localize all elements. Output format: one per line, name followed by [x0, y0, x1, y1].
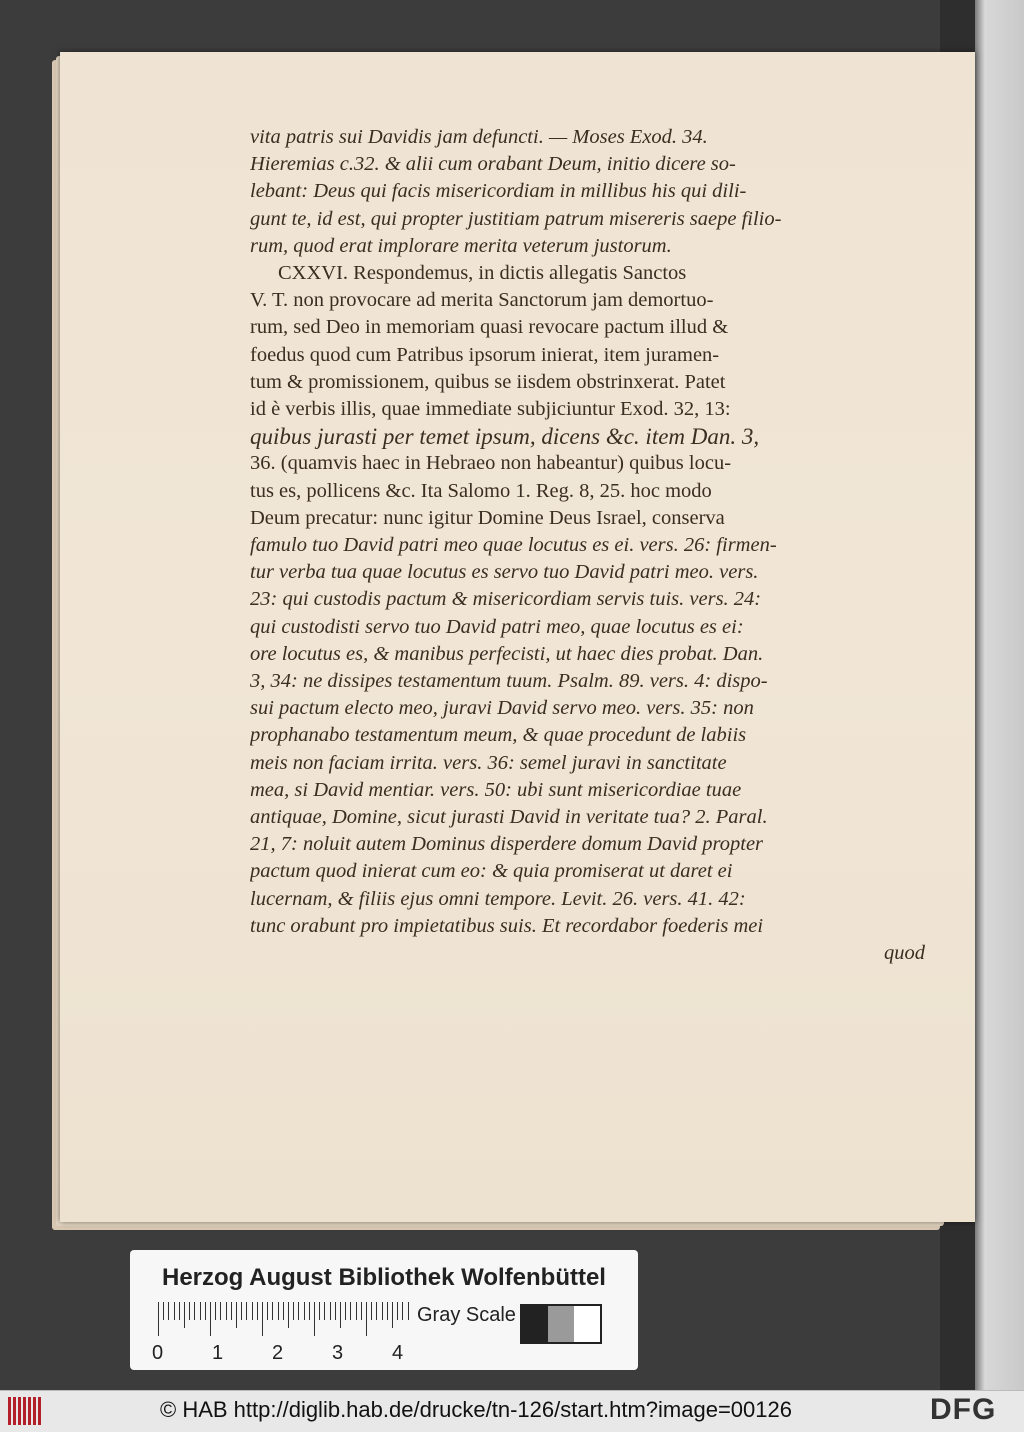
gray-scale-label: Gray Scale — [417, 1304, 516, 1326]
ruler-tick — [262, 1302, 263, 1336]
ruler-number: 3 — [332, 1342, 344, 1364]
ruler-tick — [376, 1302, 377, 1320]
ruler-numbers — [150, 1342, 450, 1366]
ruler-tick — [408, 1302, 409, 1320]
ruler-tick — [335, 1302, 336, 1320]
catchword: quod — [884, 942, 925, 965]
text-line: lebant: Deus qui facis misericordiam in millibus his qui dili- — [250, 180, 747, 203]
ruler-tick — [252, 1302, 253, 1320]
book-page — [60, 52, 975, 1222]
text-line: V. T. non provocare ad merita Sanctorum jam demortuo- — [250, 289, 714, 312]
gray-scale-patch — [548, 1306, 574, 1342]
text-line: famulo tuo David patri meo quae locutus es ei. vers. 26: firmen- — [250, 534, 777, 557]
library-title: Herzog August Bibliothek Wolfenbüttel — [162, 1264, 606, 1291]
ruler-tick — [267, 1302, 268, 1320]
ruler-tick — [220, 1302, 221, 1320]
ruler-number: 2 — [272, 1342, 284, 1364]
dfg-logo: DFG — [930, 1393, 997, 1426]
footer-bar — [0, 1390, 1024, 1432]
ruler-number: 1 — [212, 1342, 224, 1364]
text-line: Hieremias c.32. & alii cum orabant Deum, initio dicere so- — [250, 153, 736, 176]
ruler-tick — [366, 1302, 367, 1336]
ruler-number: 4 — [392, 1342, 404, 1364]
hab-logo-icon — [8, 1397, 48, 1425]
ruler-tick — [158, 1302, 159, 1336]
text-line: vita patris sui Davidis jam defuncti. — Moses Exod. 34. — [250, 126, 708, 148]
ruler-tick — [371, 1302, 372, 1320]
gray-scale-patch — [574, 1306, 600, 1342]
text-line: 23: qui custodis pactum & misericordiam servis tuis. vers. 24: — [250, 588, 762, 611]
text-line: Deum precatur: nunc igitur Domine Deus Israel, conserva — [250, 506, 725, 529]
text-line: rum, sed Deo in memoriam quasi revocare pactum illud & — [250, 316, 729, 339]
ruler-tick — [278, 1302, 279, 1320]
text-line: tus es, pollicens &c. Ita Salomo 1. Reg. 8, 25. hoc modo — [250, 479, 712, 502]
ruler-tick — [330, 1302, 331, 1320]
ruler-tick — [163, 1302, 164, 1320]
text-line: quibus jurasti per temet ipsum, dicens &c. item Dan. 3, — [250, 424, 760, 450]
text-line: ore locutus es, & manibus perfecisti, ut haec dies probat. Dan. — [250, 642, 764, 665]
ruler-tick — [314, 1302, 315, 1336]
text-line: 3, 34: ne dissipes testamentum tuum. Psalm. 89. vers. 4: dispo- — [250, 670, 768, 693]
ruler-tick — [361, 1302, 362, 1320]
text-line: pactum quod inierat cum eo: & quia promiserat ut daret ei — [250, 860, 733, 883]
text-line: antiquae, Domine, sicut jurasti David in veritate tua? 2. Paral. — [250, 806, 768, 829]
text-line: mea, si David mentiar. vers. 50: ubi sunt misericordiae tuae — [250, 778, 742, 801]
adjacent-page-edge — [975, 0, 1024, 1390]
ruler-tick — [272, 1302, 273, 1320]
ruler-tick — [324, 1302, 325, 1320]
gray-scale-swatch — [520, 1304, 602, 1344]
page-text — [250, 124, 925, 967]
footer-url-text: © HAB http://diglib.hab.de/drucke/tn-126/start.htm?image=00126 — [160, 1397, 792, 1422]
ruler-tick — [402, 1302, 403, 1320]
ruler-tick — [356, 1302, 357, 1320]
ruler-tick — [387, 1302, 388, 1320]
ruler-tick — [319, 1302, 320, 1320]
ruler-tick — [345, 1302, 346, 1320]
ruler-tick — [168, 1302, 169, 1320]
ruler-tick — [215, 1302, 216, 1320]
text-line: foedus quod cum Patribus ipsorum inierat, item juramen- — [250, 343, 720, 366]
ruler-tick — [174, 1302, 175, 1320]
text-line: id è verbis illis, quae immediate subjiciuntur Exod. 32, 13: — [250, 398, 731, 421]
library-label — [130, 1250, 638, 1370]
ruler — [158, 1302, 408, 1336]
ruler-tick — [257, 1302, 258, 1320]
text-line: sui pactum electo meo, juravi David servo meo. vers. 35: non — [250, 697, 754, 720]
text-line: gunt te, id est, qui propter justitiam patrum misereris saepe filio- — [250, 207, 782, 230]
text-line: tunc orabunt pro impietatibus suis. Et recordabor foederis mei — [250, 914, 764, 937]
ruler-tick — [210, 1302, 211, 1336]
ruler-tick — [309, 1302, 310, 1320]
ruler-tick — [392, 1302, 393, 1328]
text-line: tur verba tua quae locutus es servo tuo David patri meo. vers. — [250, 561, 759, 584]
text-line: CXXVI. Respondemus, in dictis allegatis Sanctos — [278, 262, 687, 285]
ruler-tick — [200, 1302, 201, 1320]
ruler-tick — [293, 1302, 294, 1320]
text-line: lucernam, & filiis ejus omni tempore. Levit. 26. vers. 41. 42: — [250, 887, 746, 910]
text-line: 36. (quamvis haec in Hebraeo non habeantur) quibus locu- — [250, 452, 732, 475]
text-line: qui custodisti servo tuo David patri meo, quae locutus es ei: — [250, 615, 744, 638]
ruler-tick — [241, 1302, 242, 1320]
ruler-tick — [184, 1302, 185, 1328]
text-line: 21, 7: noluit autem Dominus disperdere domum David propter — [250, 833, 764, 856]
ruler-tick — [231, 1302, 232, 1320]
ruler-number: 0 — [152, 1342, 164, 1364]
text-line: meis non faciam irrita. vers. 36: semel juravi in sanctitate — [250, 751, 727, 774]
ruler-tick — [304, 1302, 305, 1320]
ruler-tick — [226, 1302, 227, 1320]
ruler-tick — [205, 1302, 206, 1320]
ruler-tick — [340, 1302, 341, 1328]
gray-scale-patch — [522, 1306, 548, 1342]
ruler-tick — [288, 1302, 289, 1328]
text-line: prophanabo testamentum meum, & quae procedunt de labiis — [250, 724, 747, 747]
ruler-tick — [189, 1302, 190, 1320]
ruler-tick — [246, 1302, 247, 1320]
ruler-tick — [350, 1302, 351, 1320]
ruler-tick — [382, 1302, 383, 1320]
ruler-tick — [298, 1302, 299, 1320]
text-line: tum & promissionem, quibus se iisdem obstrinxerat. Patet — [250, 370, 726, 393]
ruler-tick — [179, 1302, 180, 1320]
ruler-tick — [236, 1302, 237, 1328]
ruler-tick — [194, 1302, 195, 1320]
ruler-tick — [397, 1302, 398, 1320]
ruler-tick — [283, 1302, 284, 1320]
text-line: rum, quod erat implorare merita veterum justorum. — [250, 234, 672, 257]
